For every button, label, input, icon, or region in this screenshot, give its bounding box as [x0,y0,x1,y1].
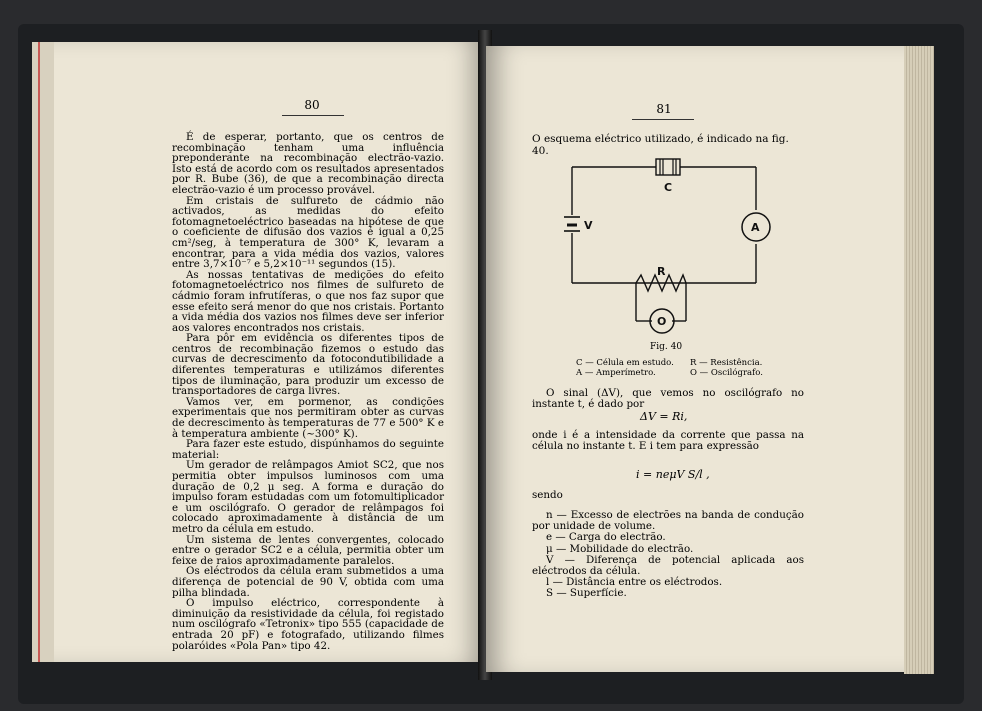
figure-legend-right [690,358,763,378]
sendo-label [532,490,804,501]
label-r: R [657,265,666,278]
paragraph: O sinal (ΔV), que vemos no oscilógrafo no instante t, é dado por [532,387,804,410]
paragraph: Um sistema de lentes convergentes, colocado entre o gerador SC2 e a célula, permitia obter um feixe de raios aproximadamente paralelos. [172,533,444,567]
paragraph: O impulso eléctrico, correspondente à diminuição da resistividade da célula, foi registado num oscilógrafo «Tetronix» tipo 555 (capacidade de entrada 20 pF) e fotografado, utilizando filmes polaróides «Pola Pan» tipo 42. [172,597,444,652]
label-v: V [584,219,593,232]
formula-current: i = neμV S/l , [636,468,710,481]
paragraph: Em cristais de sulfureto de cádmio não activados, as medidas do efeito fotomagnetoeléctrico baseadas na hipótese de que o coeficiente de difusão dos vazios é igual a 0,25 cm²/seg, à temperatura de 300° K, levaram a encontrar, para a vida média dos vazios, valores entre 3,7×10⁻⁷ e 5,2×10⁻¹¹ segundos (15). [172,194,444,271]
paragraph: As nossas tentativas de medições do efeito fotomagnetoeléctrico nos filmes de sulfureto de cádmio foram infrutíferas, o que nos faz supor que esse efeito será menor do que nos cristais. Portanto a vida média dos vazios nos filmes deve ser inferior aos valores encontrados nos cristais. [172,268,444,334]
page-edge-red [38,42,40,662]
definitions-list [532,510,804,600]
right-page-number: 81 [656,102,672,116]
definition-item: μ — Mobilidade do electrão. [546,542,694,555]
left-page-number: 80 [304,98,320,112]
label-o: O [657,315,667,328]
paragraph: Para pôr em evidência os diferentes tipos de centros de recombinação fizemos o estudo das curvas de decrescimento da fotocondutibilidade a diferentes temperaturas e utilizámos diferentes tipos de iluminação, para produzir um excesso de transportadores de carga livres. [172,332,444,398]
left-page-number-rule [282,115,344,116]
paragraph: Os eléctrodos da célula eram submetidos a uma diferença de potencial de 90 V, obtida com uma pilha blindada. [172,565,444,599]
label-a: A [751,221,760,234]
figure-intro: O esquema eléctrico utilizado, é indicado na fig. 40. [532,133,789,157]
right-page-number-rule [632,119,694,120]
signal-paragraph [532,388,804,410]
current-paragraph [532,430,804,452]
circuit-diagram [556,155,776,340]
paragraph: sendo [532,489,563,501]
label-c: C [664,181,673,194]
definition-item: e — Carga do electrão. [546,531,666,544]
legend-item: A — Amperímetro. [576,368,656,378]
definition-item: S — Superfície. [546,587,627,600]
figure-caption: Fig. 40 [650,342,683,352]
paragraph: É de esperar, portanto, que os centros de recombinação tenham uma influência preponderante na recombinação electrão-vazio. Isto está de acordo com os resultados apresentados por R. Bube (36), de que a recombinação directa electrão-vazio é um processo provável. [172,131,444,196]
definition-item: n — Excesso de electrões na banda de condução por unidade de volume. [532,509,804,533]
definition-item: l — Distância entre os eléctrodos. [546,576,723,589]
definition-item: V — Diferença de potencial aplicada aos eléctrodos da célula. [532,553,804,578]
left-page-body [172,132,444,651]
figure-legend-left [576,358,674,378]
paragraph: onde i é a intensidade da corrente que passa na célula no instante t. E i tem para expressão [532,429,804,452]
legend-item: O — Oscilógrafo. [690,368,763,378]
left-page-edge [32,42,54,662]
paragraph: Vamos ver, em pormenor, as condições experimentais que nos permitiram obter as curvas de decrescimento às temperaturas de 77 e 500° K e à temperatura ambiente (∼300° K). [172,395,444,440]
battery-symbol [564,217,580,231]
cell-symbol [656,159,680,175]
paragraph: Para fazer este estudo, dispúnhamos do seguinte material: [172,438,444,461]
legend-item: C — Célula em estudo. [576,358,674,368]
page-stack-edge [904,46,934,674]
formula-delta-v: ΔV = Ri, [640,410,688,423]
paragraph: Um gerador de relâmpagos Amiot SC2, que nos permitia obter impulsos luminosos com uma duração de 0,2 μ seg. A forma e duração do impulso foram estudadas com um fotomultiplicador e um oscilógrafo. O gerador de relâmpagos foi colocado aproximadamente à distância de um metro da célula em estudo. [172,459,444,535]
legend-item: R — Resistência. [690,358,763,368]
